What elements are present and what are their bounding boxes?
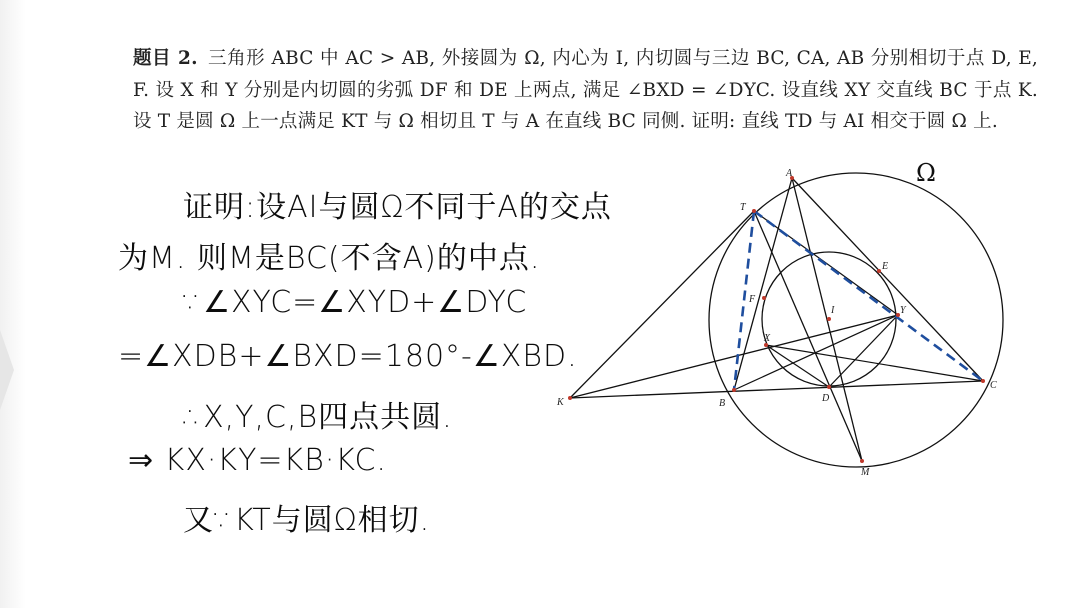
label-e: E — [882, 261, 889, 272]
proof-line-5: ∴X,Y,C,B四点共圆. — [183, 400, 453, 435]
label-f: F — [749, 294, 756, 305]
label-x: X — [764, 333, 771, 344]
problem-text: 三角形 ABC 中 AC > AB, 外接圆为 Ω, 内心为 I, 内切圆与三边 BC, CA, AB 分别相切于点 D, E, F. 设 X 和 Y 分别是内切圆的劣弧 DF 和 DE 上两点, 满足 ∠BXD = ∠DYC. 设直线 XY 交直线 BC 于点 K. 设 T 是圆 Ω 上一点满足 KT 与 Ω 相切且 T 与 A 在直线 BC 同侧. 证明: 直线 TD 与 AI 相交于圆 Ω 上. — [133, 48, 1038, 132]
proof-line-6: ⇒ KX·KY=KB·KC. — [128, 443, 387, 478]
label-t: T — [740, 202, 746, 213]
secant-kxy — [570, 315, 898, 398]
point-f — [762, 296, 766, 300]
problem-label: 题目 2. — [133, 48, 198, 69]
label-d: D — [822, 393, 830, 404]
label-a: A — [786, 168, 793, 179]
tangent-kt — [570, 211, 754, 398]
proof-line-3: ∵∠XYC=∠XYD+∠DYC — [183, 285, 528, 320]
point-i — [827, 317, 831, 321]
point-m — [860, 459, 864, 463]
proof-line-4: =∠XDB+∠BXD=180°-∠XBD. — [118, 339, 578, 374]
label-y: Y — [900, 305, 906, 316]
point-c — [981, 379, 985, 383]
line-kbc — [570, 381, 983, 398]
label-m: M — [861, 467, 870, 478]
proof-line-1: 证明:设AI与圆Ω不同于A的交点 — [183, 190, 612, 225]
proof-line-2: 为M. 则M是BC(不含A)的中点. — [118, 241, 541, 276]
point-b — [732, 388, 736, 392]
label-i: I — [831, 305, 835, 316]
proof-line-7: 又∵KT与圆Ω相切. — [183, 503, 431, 538]
line-tdm — [754, 211, 862, 461]
omega-label: Ω — [916, 159, 936, 187]
point-e — [877, 269, 881, 273]
point-d — [827, 385, 831, 389]
label-k: K — [557, 397, 564, 408]
line-aim — [792, 178, 862, 461]
point-t — [752, 209, 756, 213]
label-c: C — [990, 380, 997, 391]
label-b: B — [719, 398, 726, 409]
segment-xc — [766, 345, 983, 381]
point-k — [568, 396, 572, 400]
